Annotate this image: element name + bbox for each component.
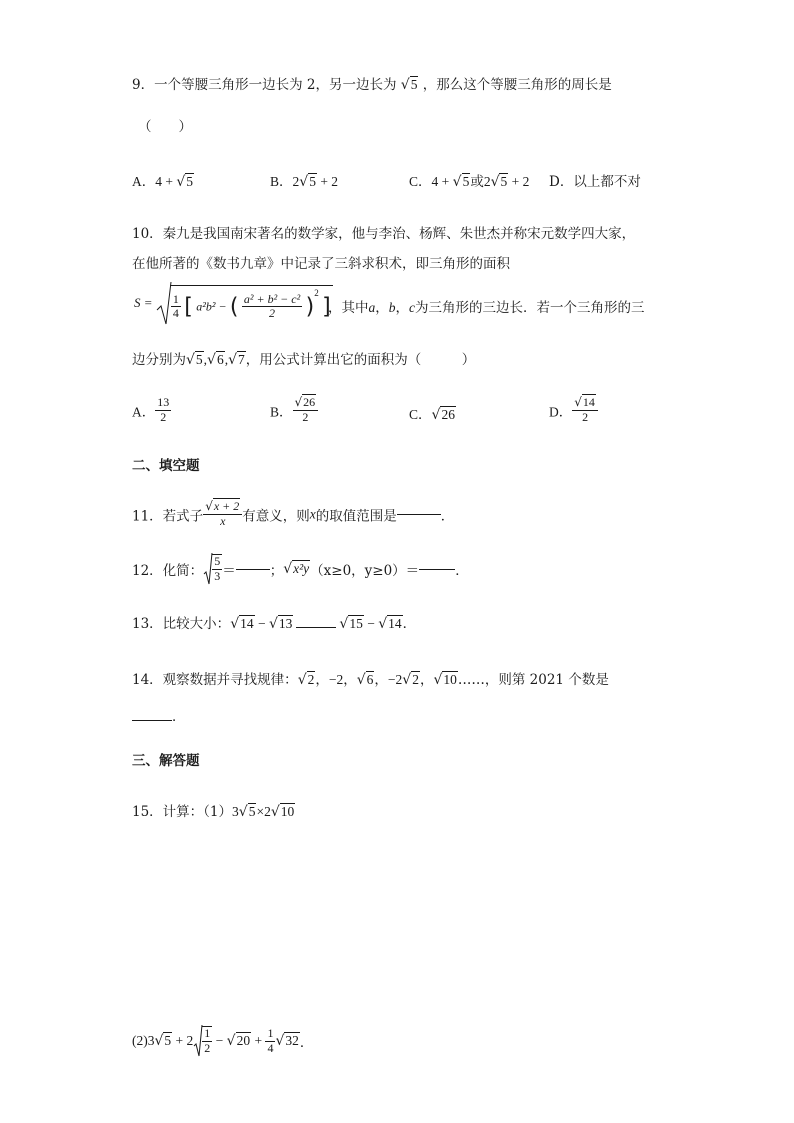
q10-option-c: C．√26 xyxy=(409,407,455,423)
q10-line1: 10．秦九是我国南宋著名的数学家，他与李治、杨辉、朱世杰并称宋元数学四大家， xyxy=(132,226,636,242)
q13-answer-blank[interactable] xyxy=(296,627,336,628)
q9-answer-paren: （ ） xyxy=(138,119,192,135)
q15-part2: (2)3√5 + 2 $\frac{1}{2}$ − √20 + $\frac{1}{4}$ √32． xyxy=(132,1024,313,1058)
q15-part1: 15．计算：（1）3√5×2√10 xyxy=(132,804,295,820)
q9-stem: 9．一个等腰三角形一边长为 2，另一边长为 √5 ，那么这个等腰三角形的周长是 xyxy=(132,77,612,93)
q10-option-b: B． $\frac{√26}{2}$ xyxy=(270,396,318,425)
q10-line4: 边分别为√5,√6,√7，用公式计算出它的面积为（ ） xyxy=(132,352,476,368)
q10-line3: ，其中a，b，c为三角形的三边长．若一个三角形的三 xyxy=(328,300,645,316)
q14-answer-blank[interactable] xyxy=(132,720,172,721)
q9-option-c: C．4 + √5或2√5 + 2 xyxy=(409,174,530,190)
q12-answer-blank-1[interactable] xyxy=(236,569,270,570)
section-heading-fill-in: 二、填空题 xyxy=(132,458,200,474)
q11: 11．若式子 $\frac{√x + 2}{x}$ 有意义，则x的取值范围是 ． xyxy=(132,499,455,528)
q10-line2: 在他所著的《数书九章》中记录了三斜求积术，即三角形的面积 xyxy=(132,256,510,272)
q10-option-d: D． $\frac{√14}{2}$ xyxy=(549,396,598,425)
q14-answer-line: ． xyxy=(132,705,186,725)
q13: 13．比较大小：√14 − √13 √15 − √14． xyxy=(132,616,417,632)
q9-option-b: B．2√5 + 2 xyxy=(270,174,339,190)
q9-option-a: A．4 + √5 xyxy=(132,174,194,190)
q12: 12．化简： $\frac{5}{3}$ ＝ ；√x²y（x≥0，y≥0）＝ ． xyxy=(132,552,469,586)
q10-formula: S = $\frac{1}{4}$ [ a²b² − ( $\frac{\text{a² + b² − c²}}{2}$ )$^2$ ] xyxy=(134,280,333,326)
q12-answer-blank-2[interactable] xyxy=(419,569,455,570)
section-heading-solve: 三、解答题 xyxy=(132,753,200,769)
q14: 14．观察数据并寻找规律：√2，−2，√6，−2√2，√10……，则第 2021 个数是 xyxy=(132,672,609,688)
q11-answer-blank[interactable] xyxy=(397,514,441,515)
q10-option-a: A． $\frac{13}{2}$ xyxy=(132,395,170,424)
sqrt: √5 xyxy=(400,77,418,93)
q9-option-d: D．以上都不对 xyxy=(549,174,641,190)
